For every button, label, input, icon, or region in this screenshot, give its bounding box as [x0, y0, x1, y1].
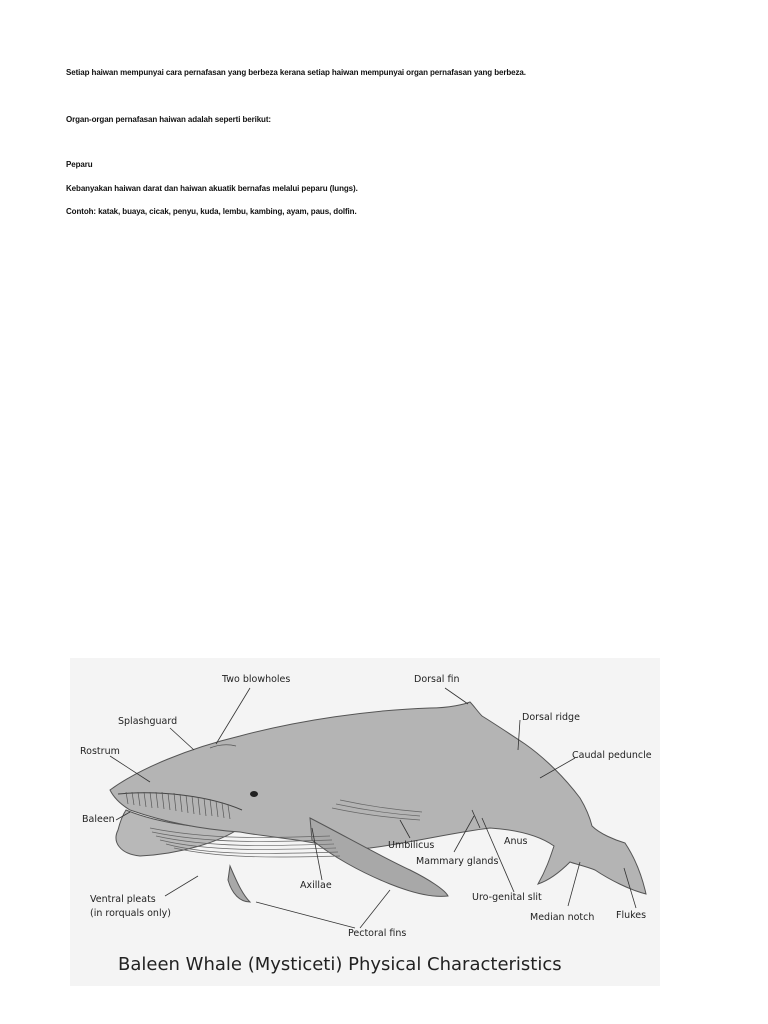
label-ventral-pleats-note: (in rorquals only): [90, 908, 171, 919]
label-uro-genital-slit: Uro-genital slit: [472, 892, 542, 903]
section-heading-peparu: Peparu: [66, 160, 93, 169]
ventral-fin: [228, 866, 250, 902]
figure-caption: Baleen Whale (Mysticeti) Physical Characteristics: [118, 954, 562, 975]
label-dorsal-fin: Dorsal fin: [414, 674, 460, 685]
label-two-blowholes: Two blowholes: [222, 674, 291, 685]
label-pectoral-fins: Pectoral fins: [348, 928, 407, 939]
label-flukes: Flukes: [616, 910, 647, 921]
label-ventral-pleats: Ventral pleats: [90, 894, 156, 905]
label-splashguard: Splashguard: [118, 716, 178, 727]
label-umbilicus: Umbilicus: [388, 840, 435, 851]
label-median-notch: Median notch: [530, 912, 595, 923]
whale-figure: [70, 658, 660, 986]
label-anus: Anus: [504, 836, 528, 847]
label-mammary-glands: Mammary glands: [416, 856, 499, 867]
label-caudal-peduncle: Caudal peduncle: [572, 750, 652, 761]
label-baleen: Baleen: [82, 814, 115, 825]
examples-line: Contoh: katak, buaya, cicak, penyu, kuda, lembu, kambing, ayam, paus, dolfin.: [66, 207, 357, 216]
label-rostrum: Rostrum: [80, 746, 120, 757]
eye: [250, 791, 258, 797]
intro-paragraph: Setiap haiwan mempunyai cara pernafasan yang berbeza kerana setiap haiwan mempunyai organ pernafasan yang berbeza.: [66, 68, 526, 77]
organs-intro-line: Organ-organ pernafasan haiwan adalah seperti berikut:: [66, 115, 271, 124]
whale-diagram: [70, 658, 660, 986]
label-axillae: Axillae: [300, 880, 332, 891]
lungs-description: Kebanyakan haiwan darat dan haiwan akuatik bernafas melalui peparu (lungs).: [66, 184, 358, 193]
label-dorsal-ridge: Dorsal ridge: [522, 712, 580, 723]
